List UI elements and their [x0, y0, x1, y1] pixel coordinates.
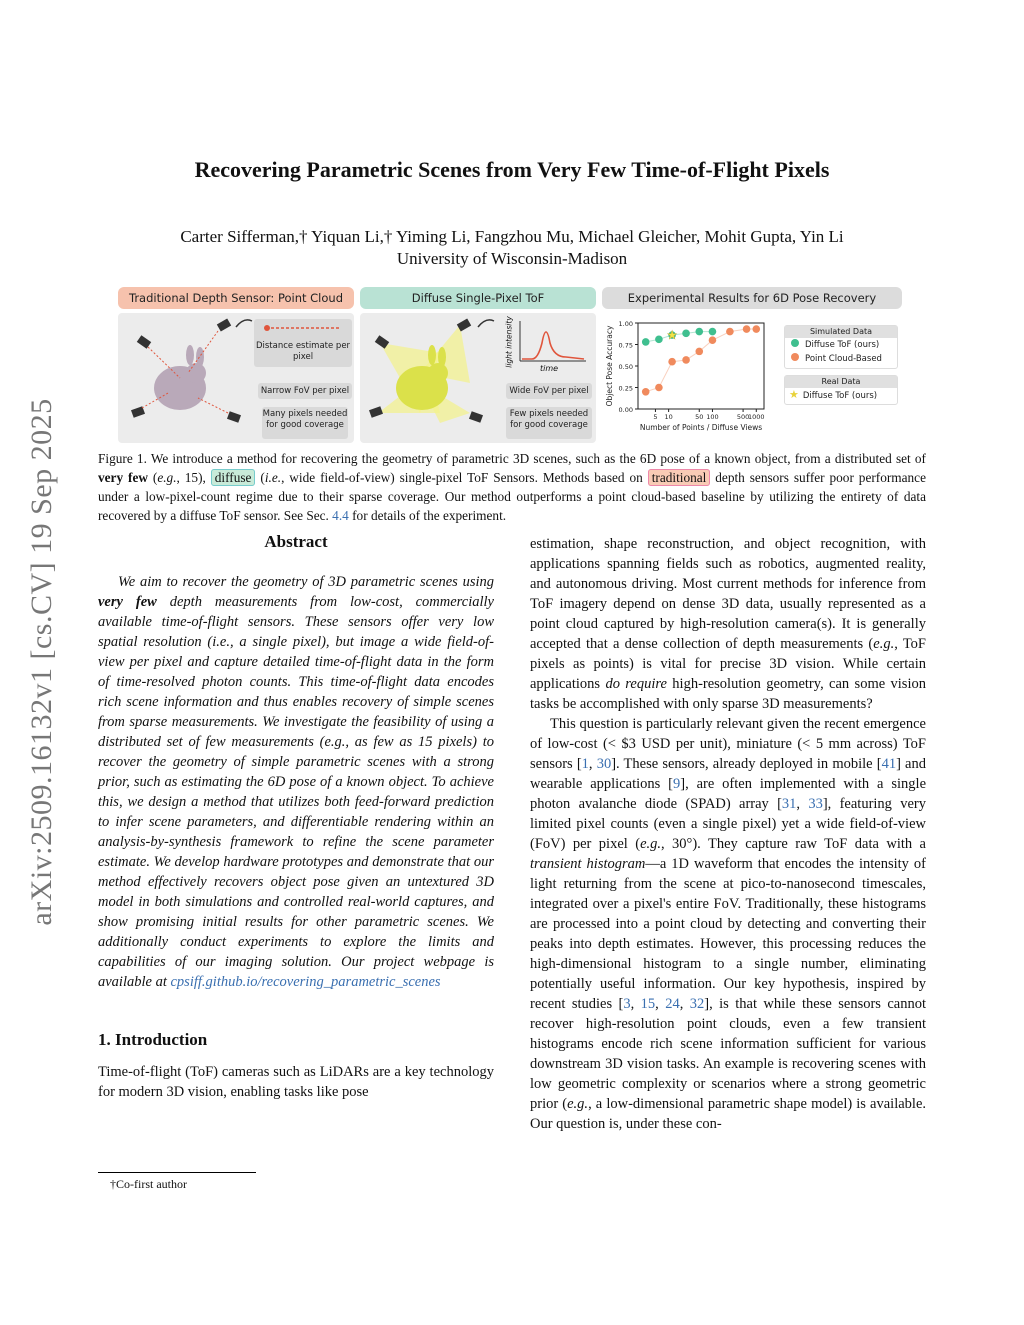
abstract-body — [98, 572, 494, 992]
body-italic: e.g. — [640, 836, 661, 852]
body-text: ], featuring very limited pixel counts (even a single pixel) yet a wide field-of-view (FoV) per pixel ( — [530, 796, 926, 852]
caption-text: depth sensors suffer poor performance under a low-pixel-count regime due to their sparse coverage. Our method outperforms a point cloud-based baseline by utilizing the entirety of data recovered by a diffuse ToF sensor. See Sec. — [98, 470, 926, 523]
data-point — [655, 336, 663, 344]
data-point — [726, 328, 734, 336]
y-axis-label: Object Pose Accuracy — [605, 325, 614, 407]
x-tick-label: 500 — [736, 413, 750, 421]
panel2-body — [360, 313, 596, 443]
few-pixels-box: Few pixels needed for good coverage — [506, 407, 592, 439]
left-column — [98, 532, 494, 1102]
body-text: ] and wearable applications [ — [530, 756, 926, 792]
body-text: , — [679, 996, 690, 1012]
caption-text: , wide field-of-view) single-pixel ToF Sensors. Methods based on — [281, 470, 648, 485]
panel2-title: Diffuse Single-Pixel ToF — [360, 287, 596, 309]
x-axis-label: Number of Points / Diffuse Views — [639, 423, 763, 432]
orange-dot-icon — [791, 353, 799, 361]
body-text: ], is that while these sensors cannot recover high-resolution point clouds, even a few transient histograms encode rich scene information sufficient for various downstream 3D vision tasks. An example is recovering scenes with low geometric complexity or scenarios where a strong geometric prior ( — [530, 996, 927, 1112]
arxiv-id: arXiv:2509.16132v1 [cs.CV] 19 Sep 2025 — [25, 398, 58, 926]
data-point — [642, 338, 650, 346]
distance-estimate-label: Distance estimate per pixel — [255, 341, 351, 362]
citation-link[interactable]: 1 — [581, 756, 589, 772]
footnote: †Co-first author — [110, 1177, 187, 1191]
wide-fov-box: Wide FoV per pixel — [506, 383, 592, 399]
abstract-text: We aim to recover the geometry of 3D parametric scenes using — [118, 574, 494, 590]
panel1-title: Traditional Depth Sensor: Point Cloud — [118, 287, 354, 309]
y-tick-label: 0.75 — [618, 341, 633, 350]
right-paragraph-1 — [530, 534, 926, 714]
intro-heading: 1. Introduction — [98, 1030, 208, 1049]
dotted-line-icon — [263, 323, 343, 333]
real-data-star: ★ — [666, 328, 678, 343]
legend-simulated-title: Simulated Data — [785, 326, 897, 338]
body-text: , — [796, 796, 809, 812]
star-icon: ★ — [789, 388, 799, 401]
panel1-body — [118, 313, 354, 443]
data-point — [695, 348, 703, 356]
body-italic: do require — [605, 676, 667, 692]
footnote-divider — [98, 1172, 256, 1173]
body-text: , a low-dimensional parametric shape model) is available. Our question is, under these con- — [530, 1096, 927, 1132]
intro-paragraph: Time-of-flight (ToF) cameras such as LiDARs are a key technology for modern 3D vision, enabling tasks like pose — [98, 1064, 494, 1100]
citation-link[interactable]: 41 — [881, 756, 897, 772]
data-point — [709, 328, 717, 336]
diffuse-highlight: diffuse — [211, 469, 256, 486]
data-point — [642, 388, 650, 396]
y-tick-label: 1.00 — [618, 320, 633, 328]
body-italic: transient histogram — [530, 856, 646, 872]
x-tick-label: 50 — [695, 413, 704, 421]
body-text: , — [630, 996, 641, 1012]
x-tick-label: 10 — [664, 413, 673, 421]
caption-text: We introduce a method for recovering the geometry of parametric 3D scenes, such as the 6D pose of a known object, from a distributed set of — [146, 451, 926, 466]
body-text: ]. These sensors, already deployed in mobile [ — [611, 756, 882, 772]
caption-bold: very few — [98, 470, 148, 485]
body-italic: e.g. — [873, 636, 895, 652]
citation-link[interactable]: 3 — [623, 996, 631, 1012]
body-text: ], are often implemented with a single photon avalanche diode (SPAD) array [ — [530, 776, 927, 812]
y-tick-label: 0.25 — [618, 384, 633, 393]
data-point — [743, 325, 751, 333]
project-webpage-link[interactable]: cpsiff.github.io/recovering_parametric_scenes — [170, 974, 441, 990]
citation-link[interactable]: 9 — [672, 776, 681, 792]
citation-link[interactable]: 31 — [781, 796, 797, 812]
section-link[interactable]: 4.4 — [332, 508, 349, 523]
panel3-title: Experimental Results for 6D Pose Recovery — [602, 287, 902, 309]
legend-real — [784, 375, 898, 405]
citation-link[interactable]: 15 — [640, 996, 656, 1012]
body-text: , — [655, 996, 666, 1012]
legend-item-diffuse — [785, 338, 897, 352]
light-intensity-label: light intensity — [504, 316, 514, 368]
panel3-body — [602, 313, 902, 443]
citation-link[interactable]: 30 — [596, 756, 612, 772]
data-point — [709, 336, 717, 344]
caption-text: ( — [147, 470, 158, 485]
many-pixels-box: Many pixels needed for good coverage — [262, 407, 348, 439]
citation-link[interactable]: 33 — [808, 796, 823, 812]
data-point — [752, 325, 760, 333]
abstract-bold: very few — [98, 594, 157, 610]
author-list: Carter Sifferman,† Yiquan Li,† Yiming Li, Fangzhou Mu, Michael Gleicher, Mohit Gupta, Yin Li — [180, 227, 844, 246]
right-column — [530, 534, 926, 1134]
plot-frame — [638, 323, 764, 409]
caption-text: ( — [255, 470, 265, 485]
citation-link[interactable]: 32 — [689, 996, 705, 1012]
legend-pointcloud-label: Point Cloud-Based — [805, 354, 882, 364]
abstract-text: depth measurements from low-cost, commercially available time-of-flight sensors. These sensors offer very low spatial resolution (i.e., a single pixel), but image a wide field-of-view per pixel and capture detailed time-of-flight data in the form of time-resolved photon counts. This time-of-flight data encodes rich scene information and thus enables recovery of simple scenes from sparse measurements. We investigate the feasibility of using a distributed set of few measurements (e.g., as few as 15 pixels) to recover the geometry of simple parametric scenes with a strong prior, such as estimating the 6D pose of a known object. To achieve this, we design a method that utilizes both feed-forward prediction to infer scene parameters, and differentiable rendering within an analysis-by-synthesis framework to refine the scene parameter estimate. We develop hardware prototypes and demonstrate that our method effectively recovers object pose given an untextured 3D model in both simulations and controlled real-world captures, and show promising initial results for other parametric scenes. We additionally conduct experiments to explore the limits and capabilities of our imaging solution. Our project webpage is available at — [98, 594, 494, 990]
body-text: , ToF pixels as points) is vital for precise 3D vision. While certain applications — [530, 636, 926, 692]
body-text: high-resolution geometry, can some vision tasks be accomplished with only sparse 3D measurements? — [530, 676, 926, 712]
body-text: estimation, shape reconstruction, and object recognition, with applications spanning fields such as robotics, augmented reality, and autonomous driving. Most current methods for inference from ToF imagery depend on dense 3D data, usually represented as a point cloud captured by high-resolution camera(s). It is generally accepted that a dense collection of depth measurements ( — [530, 536, 926, 652]
legend-diffuse-label: Diffuse ToF (ours) — [805, 340, 880, 350]
legend-real-title: Real Data — [785, 376, 897, 388]
body-text: —a 1D waveform that encodes the intensity of light returning from the scene at pico-to-nanosecond timescales, integrated over a pixel's entire FoV. Traditionally, these histograms are processed into a point cloud by detecting and converting their peaks into depth estimates. However, this processing reduces the high-dimensional histogram to a single number, eliminating potentially useful information. Our key hypothesis, inspired by recent studies [ — [530, 856, 926, 1012]
caption-text: , 15), — [176, 470, 211, 485]
abstract-heading: Abstract — [264, 532, 328, 551]
data-point — [682, 330, 690, 338]
arxiv-sidebar — [12, 370, 72, 955]
time-axis-label: time — [540, 364, 559, 373]
data-point — [668, 358, 676, 366]
body-text: This question is particularly relevant given the recent emergence of low-cost (< $3 USD per unit), miniature (< 5 mm across) ToF sensors [ — [530, 716, 926, 772]
legend-item-real — [785, 388, 897, 402]
figure-1 — [116, 287, 908, 443]
caption-text: for details of the experiment. — [348, 508, 507, 523]
right-paragraph-2 — [530, 714, 926, 1134]
caption-italic: i.e. — [264, 470, 282, 485]
body-italic: e.g. — [567, 1096, 589, 1112]
legend-item-pointcloud — [785, 352, 897, 366]
green-dot-icon — [791, 339, 799, 347]
body-text: , 30°). They capture raw ToF data with a — [661, 836, 926, 852]
legend-simulated — [784, 325, 898, 369]
caption-italic: e.g. — [157, 470, 177, 485]
light-intensity-axis — [504, 317, 514, 367]
pose-accuracy-chart — [602, 313, 792, 443]
affiliation: University of Wisconsin-Madison — [396, 249, 628, 268]
y-tick-label: 0.50 — [618, 363, 633, 371]
citation-link[interactable]: 24 — [665, 996, 680, 1012]
data-point — [682, 356, 690, 364]
data-point — [695, 328, 703, 336]
figure-caption — [98, 449, 926, 525]
author-block — [98, 226, 926, 270]
x-tick-label: 100 — [706, 413, 719, 421]
legend-real-label: Diffuse ToF (ours) — [802, 391, 878, 401]
x-tick-label: 5 — [653, 413, 658, 421]
body-text: , — [588, 756, 597, 772]
narrow-fov-box: Narrow FoV per pixel — [258, 383, 352, 399]
data-point — [655, 384, 663, 392]
traditional-highlight: traditional — [648, 469, 711, 486]
paper-title: Recovering Parametric Scenes from Very Few Time-of-Flight Pixels — [194, 157, 830, 182]
x-tick-label: 1000 — [748, 413, 765, 421]
y-tick-label: 0.00 — [618, 406, 633, 414]
distance-estimate-box — [254, 319, 352, 367]
caption-label: Figure 1. — [98, 451, 147, 466]
